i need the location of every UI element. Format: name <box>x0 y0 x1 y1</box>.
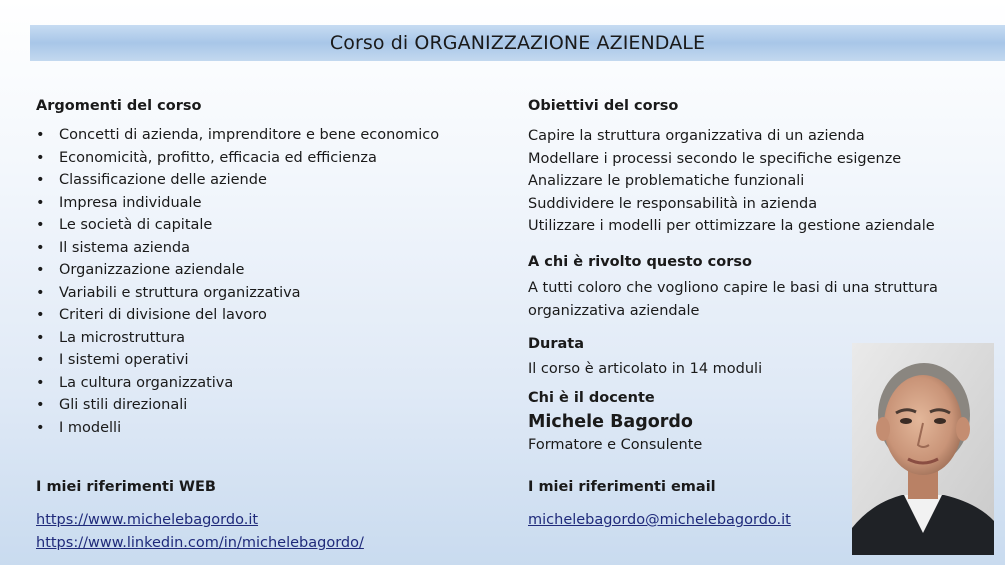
topics-section <box>36 96 506 439</box>
duration-heading: Durata <box>528 336 585 352</box>
list-item: • La cultura organizzativa <box>36 372 506 395</box>
list-item: • Impresa individuale <box>36 192 506 215</box>
audience-section <box>528 252 938 322</box>
bullet: • <box>36 149 45 166</box>
email-refs-heading: I miei riferimenti email <box>528 479 716 495</box>
duration-section <box>528 334 762 381</box>
bullet: • <box>36 127 45 143</box>
linkedin-link[interactable]: https://www.linkedin.com/in/michelebagordo/ <box>36 535 364 551</box>
list-item: • Criteri di divisione del lavoro <box>36 304 506 327</box>
audience-heading: A chi è rivolto questo corso <box>528 254 752 270</box>
list-item: Analizzare le problematiche funzionali <box>528 173 805 189</box>
bullet: • <box>36 262 45 278</box>
bullet: • <box>36 397 45 413</box>
list-item: • Il sistema azienda <box>36 237 506 260</box>
teacher-photo <box>852 343 994 555</box>
list-item: • I sistemi operativi <box>36 349 506 372</box>
list-item: • Le società di capitale <box>36 214 506 237</box>
list-item: • Classificazione delle aziende <box>36 169 506 192</box>
bullet: • <box>36 352 45 368</box>
topics-heading: Argomenti del corso <box>36 98 202 114</box>
page-title: Corso di ORGANIZZAZIONE AZIENDALE <box>329 32 706 54</box>
objectives-section <box>528 96 968 238</box>
bullet: • <box>36 284 45 301</box>
list-item: • Concetti di azienda, imprenditore e bene economico <box>36 124 506 147</box>
list-item: • Economicità, profitto, efficacia ed efficienza <box>36 147 506 170</box>
list-item: Utilizzare i modelli per ottimizzare la gestione aziendale <box>528 218 935 234</box>
bullet: • <box>36 194 45 211</box>
list-item: • Variabili e struttura organizzativa <box>36 282 506 305</box>
list-item: • Organizzazione aziendale <box>36 259 506 282</box>
audience-text-line: A tutti coloro che vogliono capire le basi di una struttura <box>528 280 938 296</box>
teacher-name: Michele Bagordo <box>528 412 693 432</box>
duration-text: Il corso è articolato in 14 moduli <box>528 361 763 377</box>
teacher-heading: Chi è il docente <box>528 390 655 406</box>
bullet: • <box>36 307 45 323</box>
portrait-image <box>852 343 994 555</box>
list-item: Capire la struttura organizzativa di un azienda <box>528 128 865 144</box>
bullet: • <box>36 419 45 436</box>
list-item: • La microstruttura <box>36 327 506 350</box>
bullet: • <box>36 329 45 346</box>
bullet: • <box>36 239 45 256</box>
objectives-heading: Obiettivi del corso <box>528 98 679 114</box>
list-item: Modellare i processi secondo le specifiche esigenze <box>528 150 902 167</box>
audience-text-line: organizzativa aziendale <box>528 302 700 319</box>
list-item: Suddividere le responsabilità in azienda <box>528 195 818 212</box>
bullet: • <box>36 172 45 188</box>
teacher-role: Formatore e Consulente <box>528 437 703 453</box>
web-refs-heading: I miei riferimenti WEB <box>36 479 216 495</box>
list-item: • Gli stili direzionali <box>36 394 506 417</box>
topics-list <box>36 124 506 439</box>
email-link[interactable]: michelebagordo@michelebagordo.it <box>528 512 791 528</box>
web-refs-section <box>36 477 364 555</box>
teacher-section <box>528 388 702 457</box>
website-link[interactable]: https://www.michelebagordo.it <box>36 512 259 528</box>
objectives-list <box>528 125 968 238</box>
list-item: • I modelli <box>36 417 506 440</box>
bullet: • <box>36 374 45 391</box>
email-refs-section <box>528 477 791 532</box>
bullet: • <box>36 217 45 233</box>
title-bar <box>30 25 1005 61</box>
